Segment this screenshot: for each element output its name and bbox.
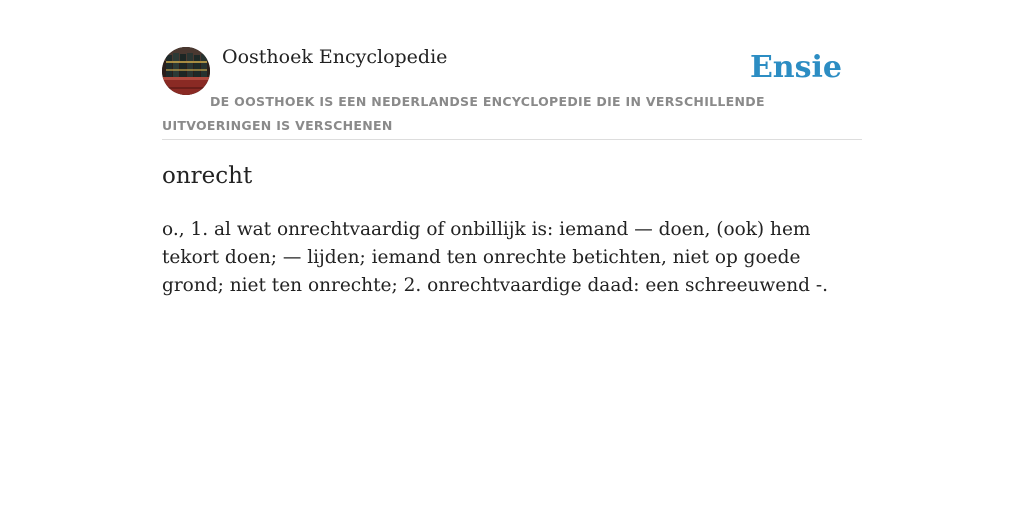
ensie-logo[interactable]: Ensie (749, 50, 842, 85)
entry-definition: o., 1. al wat onrechtvaardig of onbillijk is: iemand — doen, (ook) hem tekort doen; — lijden; iemand ten onrechte betichten, niet op goede grond; niet ten onrechte; 2. onrechtvaardige daad: een schreeuwend -. (162, 219, 828, 296)
entry-title: onrecht (162, 163, 253, 189)
site-title[interactable]: Oosthoek Encyclopedie (222, 46, 448, 68)
page (162, 0, 862, 296)
bookshelf-image (162, 47, 210, 95)
bookshelf-avatar-icon[interactable] (162, 47, 210, 95)
site-tagline: DE OOSTHOEK IS EEN NEDERLANDSE ENCYCLOPEDIE DIE IN VERSCHILLENDE UITVOERINGEN IS VERSCHENEN (162, 94, 765, 133)
site-header (162, 0, 862, 140)
